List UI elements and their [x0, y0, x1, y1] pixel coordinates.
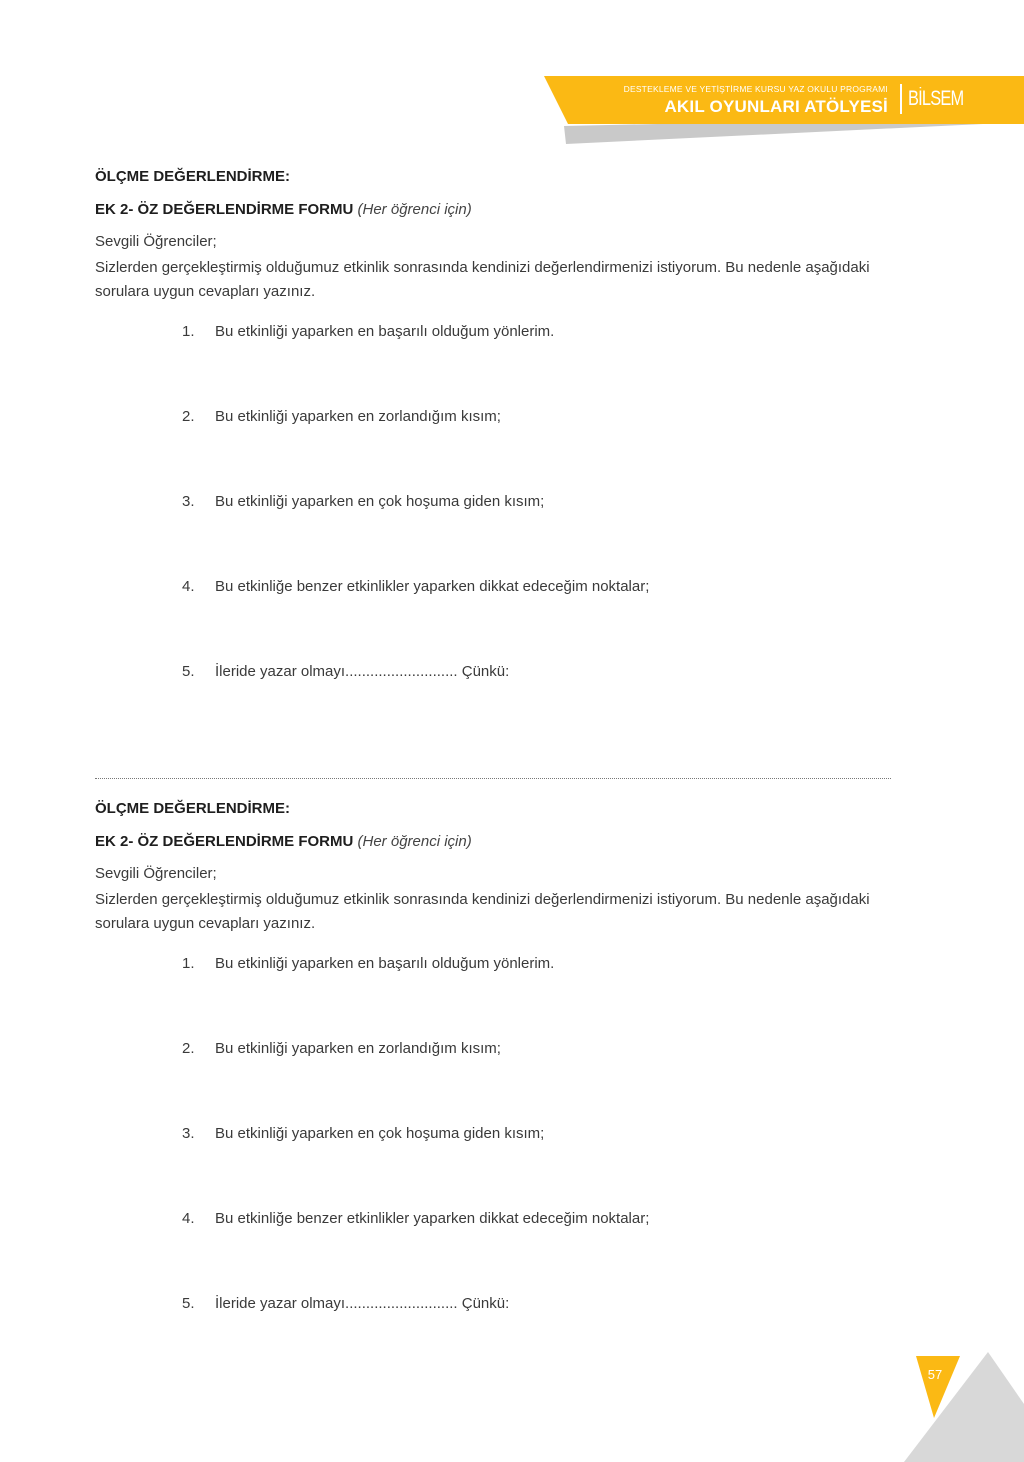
question-number: 1.	[182, 955, 195, 972]
question-item	[182, 955, 554, 972]
question-item	[182, 663, 509, 680]
section-heading: ÖLÇME DEĞERLENDİRME:	[95, 168, 290, 185]
question-number: 4.	[182, 1210, 195, 1227]
question-number: 5.	[182, 663, 195, 680]
question-number: 1.	[182, 323, 195, 340]
form-title-line	[95, 201, 472, 218]
form-note: (Her öğrenci için)	[357, 833, 472, 850]
question-text: Bu etkinliği yaparken en başarılı olduğum yönlerim.	[215, 323, 555, 340]
question-text: Bu etkinliğe benzer etkinlikler yaparken dikkat edeceğim noktalar;	[215, 1210, 650, 1227]
question-number: 2.	[182, 1040, 195, 1057]
question-text: Bu etkinliği yaparken en zorlandığım kısım;	[215, 1040, 501, 1057]
question-item	[182, 1040, 501, 1057]
question-item	[182, 1295, 509, 1312]
question-number: 4.	[182, 578, 195, 595]
greeting: Sevgili Öğrenciler;	[95, 233, 217, 250]
question-text: Bu etkinliği yaparken en başarılı olduğum yönlerim.	[215, 955, 555, 972]
section-heading: ÖLÇME DEĞERLENDİRME:	[95, 800, 290, 817]
question-text: Bu etkinliği yaparken en çok hoşuma giden kısım;	[215, 493, 545, 510]
form-note: (Her öğrenci için)	[357, 201, 472, 218]
banner-divider	[900, 84, 902, 114]
question-number: 3.	[182, 493, 195, 510]
program-subtitle: DESTEKLEME VE YETİŞTİRME KURSU YAZ OKULU PROGRAMI	[623, 84, 888, 94]
question-text: İleride yazar olmayı........................... Çünkü:	[215, 663, 510, 680]
question-item	[182, 1210, 649, 1227]
form-title: EK 2- ÖZ DEĞERLENDİRME FORMU	[95, 833, 354, 850]
question-item	[182, 408, 501, 425]
question-item	[182, 493, 544, 510]
workshop-title: AKIL OYUNLARI ATÖLYESİ	[664, 97, 888, 116]
intro-paragraph: Sizlerden gerçekleştirmiş olduğumuz etkinlik sonrasında kendinizi değerlendirmenizi istiyorum. Bu nedenle aşağıdaki sorulara uygun cevapları yazınız.	[95, 259, 870, 300]
question-item	[182, 578, 649, 595]
brand-logo: BİLSEM	[908, 87, 964, 110]
form-title: EK 2- ÖZ DEĞERLENDİRME FORMU	[95, 201, 354, 218]
form-title-line	[95, 833, 472, 850]
page-number: 57	[927, 1367, 943, 1382]
intro-paragraph: Sizlerden gerçekleştirmiş olduğumuz etkinlik sonrasında kendinizi değerlendirmenizi istiyorum. Bu nedenle aşağıdaki sorulara uygun cevapları yazınız.	[95, 891, 870, 932]
question-number: 2.	[182, 408, 195, 425]
question-item	[182, 1125, 544, 1142]
question-text: İleride yazar olmayı........................... Çünkü:	[215, 1295, 510, 1312]
question-text: Bu etkinliği yaparken en çok hoşuma giden kısım;	[215, 1125, 545, 1142]
question-number: 5.	[182, 1295, 195, 1312]
header-banner	[544, 76, 1024, 148]
dotted-separator	[95, 778, 891, 779]
question-item	[182, 323, 554, 340]
question-number: 3.	[182, 1125, 195, 1142]
question-text: Bu etkinliğe benzer etkinlikler yaparken dikkat edeceğim noktalar;	[215, 578, 650, 595]
greeting: Sevgili Öğrenciler;	[95, 865, 217, 882]
question-text: Bu etkinliği yaparken en zorlandığım kısım;	[215, 408, 501, 425]
